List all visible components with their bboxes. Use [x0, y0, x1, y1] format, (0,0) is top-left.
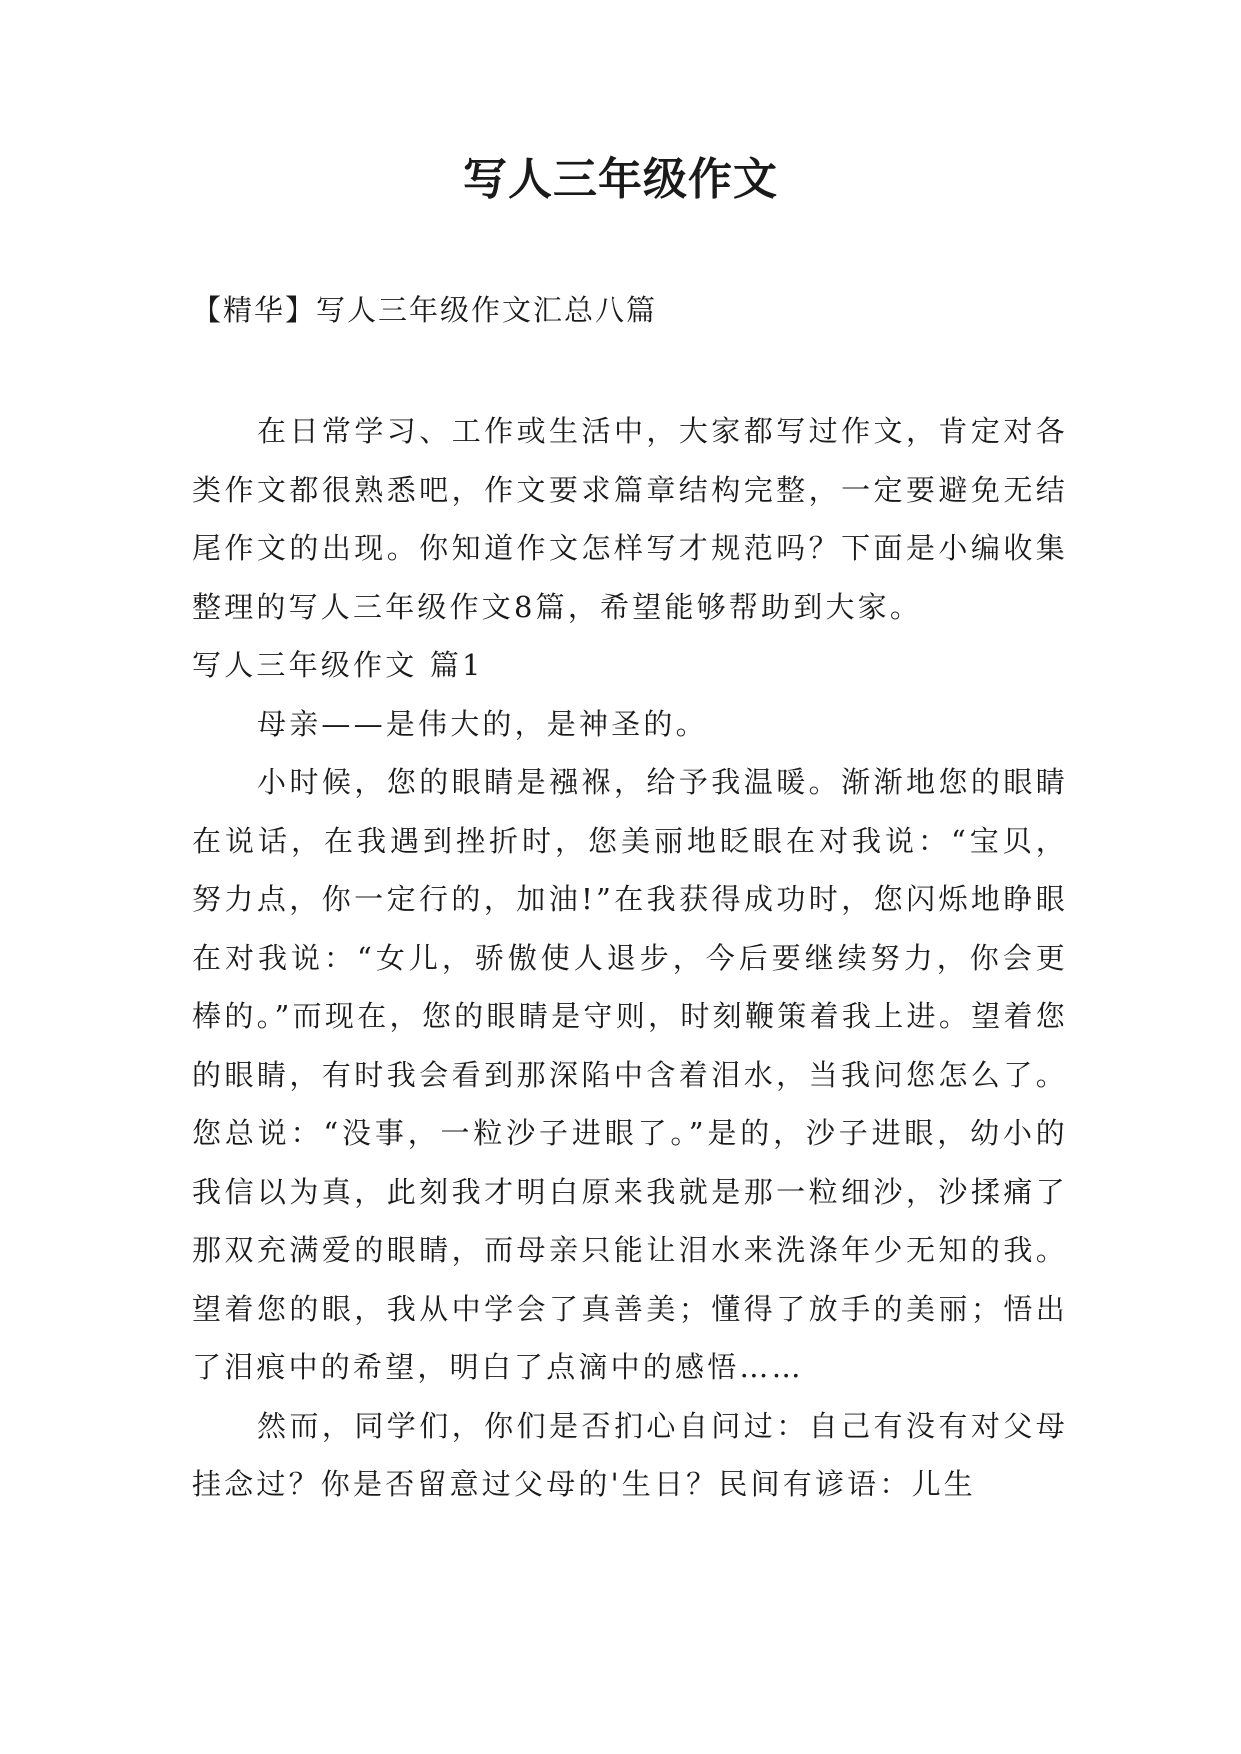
intro-paragraph: 在日常学习、工作或生活中，大家都写过作文，肯定对各类作文都很熟悉吧，作文要求篇章结构完整，一定要避免无结尾作文的出现。你知道作文怎样写才规范吗？下面是小编收集整理的写人三年级作文8篇，希望能够帮助到大家。 [192, 414, 1068, 624]
body-paragraph: 母亲——是伟大的，是神圣的。 [257, 706, 708, 741]
body-paragraph: 然而，同学们，你们是否扪心自问过：自己有没有对父母挂念过？你是否留意过父母的'生日？民间有谚语：儿生 [192, 1408, 1068, 1501]
document-body [192, 402, 1068, 1514]
body-paragraph: 小时候，您的眼睛是襁褓，给予我温暖。渐渐地您的眼睛在说话，在我遇到挫折时，您美丽地眨眼在对我说：“宝贝，努力点，你一定行的，加油!”在我获得成功时，您闪烁地睁眼在对我说：“女儿，骄傲使人退步，今后要继续努力，你会更棒的。”而现在，您的眼睛是守则，时刻鞭策着我上进。望着您的眼睛，有时我会看到那深陷中含着泪水，当我问您怎么了。您总说：“没事，一粒沙子进眼了。”是的，沙子进眼，幼小的我信以为真，此刻我才明白原来我就是那一粒细沙，沙揉痛了那双充满爱的眼睛，而母亲只能让泪水来洗涤年少无知的我。 望着您的眼，我从中学会了真善美；懂得了放手的美丽；悟出了泪痕中的希望，明白了点滴中的感悟…… [192, 765, 1068, 1384]
document-subtitle: 【精华】写人三年级作文汇总八篇 [192, 293, 658, 327]
section-heading: 写人三年级作文 篇1 [192, 648, 484, 682]
document-title: 写人三年级作文 [463, 154, 778, 205]
